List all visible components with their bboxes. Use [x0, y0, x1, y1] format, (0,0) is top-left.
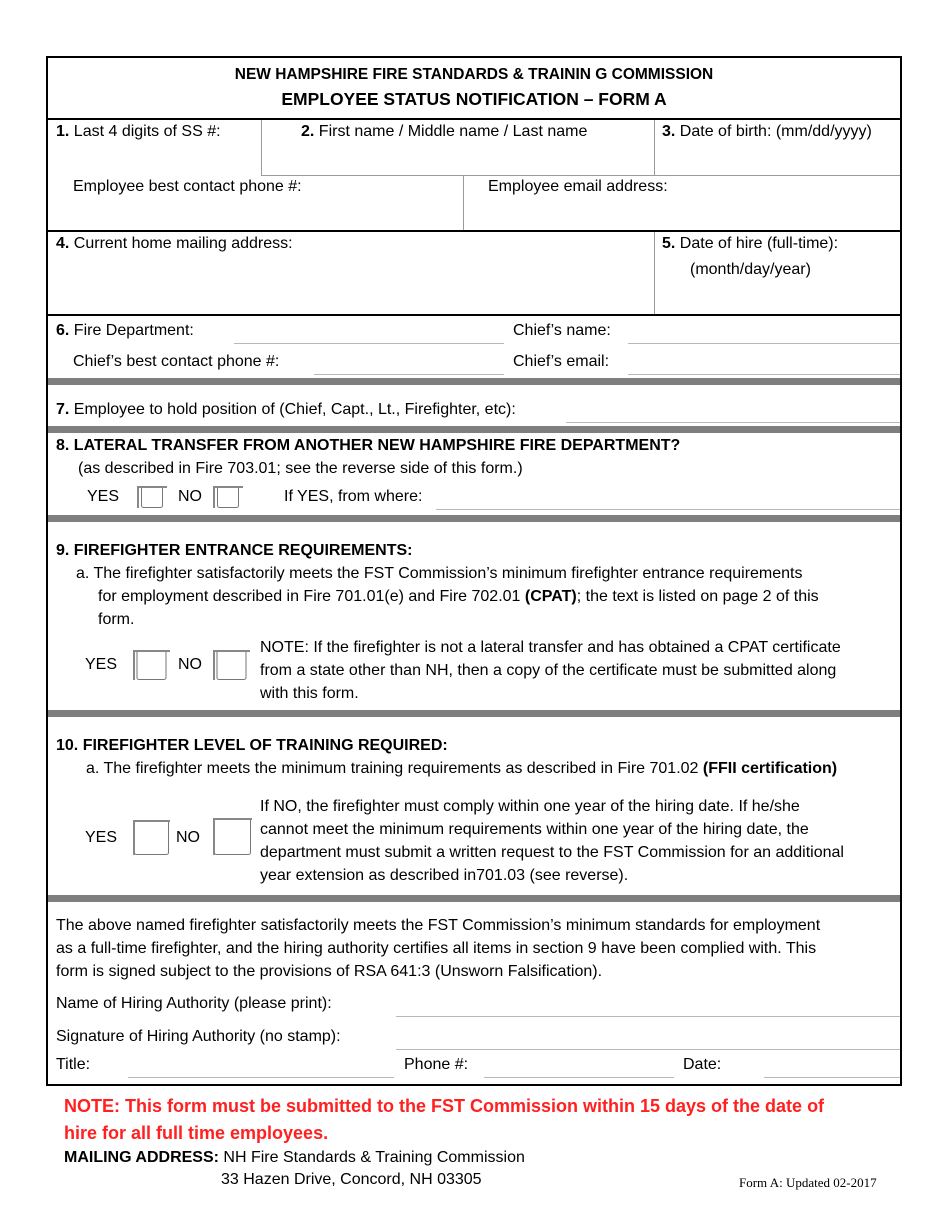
hiring-authority-signature-label: Signature of Hiring Authority (no stamp): — [56, 1028, 341, 1045]
divider — [48, 314, 900, 316]
position-label: 7. Employee to hold position of (Chief, Capt., Lt., Firefighter, etc): — [56, 401, 516, 418]
phone-input[interactable] — [484, 1059, 674, 1078]
chief-phone-input[interactable] — [314, 356, 504, 375]
divider — [261, 175, 900, 176]
section-divider — [48, 378, 900, 385]
certification-line1: The above named firefighter satisfactorily meets the FST Commission’s minimum standards for employment — [56, 917, 821, 934]
ss-label: 1. Last 4 digits of SS #: — [56, 123, 221, 140]
section8-no-label: NO — [178, 488, 202, 505]
from-where-input[interactable] — [436, 491, 900, 510]
from-where-label: If YES, from where: — [284, 488, 423, 505]
section9-requirement-a: a. The firefighter satisfactorily meets the FST Commission’s minimum firefighter entrance requirements — [76, 565, 803, 582]
submission-note-line2: hire for all full time employees. — [64, 1123, 329, 1143]
section10-no-label: NO — [176, 829, 200, 846]
employee-phone-label: Employee best contact phone #: — [73, 178, 302, 195]
title-label: Title: — [56, 1056, 91, 1073]
certification-line2: as a full-time firefighter, and the hiring authority certifies all items in section 9 have been complied with. This — [56, 940, 817, 957]
hire-date-label: 5. Date of hire (full-time): — [662, 235, 839, 252]
section9-note-line1: NOTE: If the firefighter is not a lateral transfer and has obtained a CPAT certificate — [260, 639, 841, 656]
section10-requirement-a: a. The firefighter meets the minimum training requirements as described in Fire 701.02 (FFII certification) — [86, 760, 838, 777]
divider — [48, 230, 900, 232]
divider — [654, 120, 655, 175]
section10-note-line1: If NO, the firefighter must comply within one year of the hiring date. If he/she — [260, 798, 800, 815]
chief-email-label: Chief’s email: — [513, 353, 610, 370]
submission-note-line1: NOTE: This form must be submitted to the FST Commission within 15 days of the date of — [64, 1096, 825, 1116]
section10-yes-label: YES — [85, 829, 118, 846]
chief-phone-label: Chief’s best contact phone #: — [73, 353, 280, 370]
certification-line3: form is signed subject to the provisions of RSA 641:3 (Unsworn Falsification). — [56, 963, 603, 980]
section9-requirement-a-end: form. — [98, 611, 135, 628]
fire-department-label: 6. Fire Department: — [56, 322, 194, 339]
date-label: Date: — [683, 1056, 722, 1073]
employee-email-input[interactable] — [470, 202, 894, 224]
divider — [48, 118, 900, 120]
section-divider — [48, 426, 900, 433]
date-input[interactable] — [764, 1059, 900, 1078]
section8-no-checkbox[interactable] — [213, 486, 243, 508]
section10-no-checkbox[interactable] — [213, 818, 252, 855]
divider — [463, 176, 464, 230]
section8-title: 8. LATERAL TRANSFER FROM ANOTHER NEW HAMPSHIRE FIRE DEPARTMENT? — [56, 437, 681, 454]
section9-no-label: NO — [178, 656, 202, 673]
mailing-address-label: 4. Current home mailing address: — [56, 235, 293, 252]
mailing-address-input[interactable] — [58, 262, 646, 302]
section10-note-line4: year extension as described in701.03 (see reverse). — [260, 867, 629, 884]
employee-email-label: Employee email address: — [488, 178, 668, 195]
title-input[interactable] — [128, 1059, 394, 1078]
chief-name-label: Chief’s name: — [513, 322, 611, 339]
chief-email-input[interactable] — [628, 356, 900, 375]
dob-label: 3. Date of birth: (mm/dd/yyyy) — [662, 123, 872, 140]
full-name-input[interactable] — [268, 148, 648, 170]
section10-note-line2: cannot meet the minimum requirements within one year of the hiring date, the — [260, 821, 809, 838]
section9-title: 9. FIREFIGHTER ENTRANCE REQUIREMENTS: — [56, 542, 413, 559]
section9-yes-checkbox[interactable] — [133, 650, 170, 680]
section-divider — [48, 895, 900, 902]
section8-yes-label: YES — [87, 488, 120, 505]
ss-input[interactable] — [58, 148, 254, 170]
section9-yes-label: YES — [85, 656, 118, 673]
section9-note-line2: from a state other than NH, then a copy of the certificate must be submitted along — [260, 662, 837, 679]
section-divider — [48, 515, 900, 522]
section-divider — [48, 710, 900, 717]
divider — [654, 232, 655, 314]
hire-date-input[interactable] — [662, 287, 894, 309]
employee-phone-input[interactable] — [58, 202, 456, 224]
section10-note-line3: department must submit a written request to the FST Commission for an additional — [260, 844, 844, 861]
section9-note-line3: with this form. — [260, 685, 359, 702]
form-version: Form A: Updated 02-2017 — [739, 1175, 877, 1190]
dob-input[interactable] — [662, 148, 894, 170]
section8-subtitle: (as described in Fire 703.01; see the reverse side of this form.) — [78, 460, 523, 477]
form-title: EMPLOYEE STATUS NOTIFICATION – FORM A — [281, 89, 667, 109]
position-input[interactable] — [566, 404, 900, 423]
divider — [261, 120, 262, 175]
hiring-authority-name-label: Name of Hiring Authority (please print): — [56, 995, 332, 1012]
fire-department-input[interactable] — [234, 325, 504, 344]
hiring-authority-signature-input[interactable] — [396, 1031, 900, 1050]
name-label: 2. First name / Middle name / Last name — [301, 123, 588, 140]
commission-name: NEW HAMPSHIRE FIRE STANDARDS & TRAININ G COMMISSION — [234, 66, 714, 83]
section8-yes-checkbox[interactable] — [137, 486, 167, 508]
section10-yes-checkbox[interactable] — [133, 820, 170, 855]
mailing-address: MAILING ADDRESS: NH Fire Standards & Training Commission — [64, 1149, 525, 1166]
section10-title: 10. FIREFIGHTER LEVEL OF TRAINING REQUIRED: — [56, 737, 448, 754]
mailing-address-street: 33 Hazen Drive, Concord, NH 03305 — [221, 1171, 482, 1188]
hire-date-format: (month/day/year) — [690, 261, 811, 278]
section9-requirement-a-cont: for employment described in Fire 701.01(e) and Fire 702.01 (CPAT); the text is listed on page 2 of this — [98, 588, 819, 605]
chief-name-input[interactable] — [628, 325, 900, 344]
hiring-authority-name-input[interactable] — [396, 998, 900, 1017]
section9-no-checkbox[interactable] — [213, 650, 250, 680]
phone-label: Phone #: — [404, 1056, 469, 1073]
